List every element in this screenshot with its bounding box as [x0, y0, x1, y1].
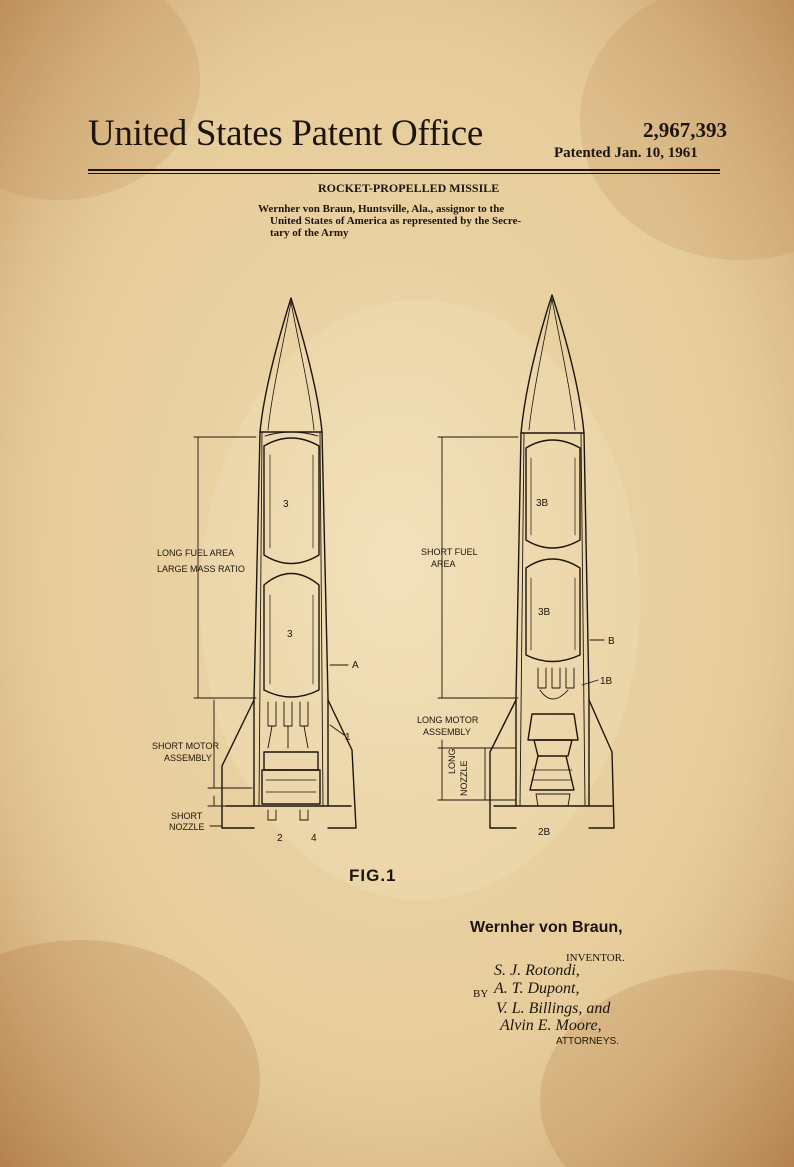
ref-a: A [352, 660, 359, 671]
inventor-line: United States of America as represented by the Secre- [270, 215, 522, 227]
label-area: AREA [431, 559, 456, 569]
tank-label-3b-upper: 3B [536, 498, 549, 509]
inventor-line: Wernher von Braun, Huntsville, Ala., assignor to the [258, 203, 505, 215]
patent-title: ROCKET-PROPELLED MISSILE [318, 181, 500, 195]
patent-number: 2,967,393 [643, 118, 727, 142]
attorney-signature: Alvin E. Moore, [500, 1017, 602, 1034]
ref-1: 1 [345, 732, 351, 743]
tank-label-3b-lower: 3B [538, 607, 551, 618]
right-rocket [438, 295, 614, 828]
attorney-signature: A. T. Dupont, [494, 980, 580, 997]
label-large-mass-ratio: LARGE MASS RATIO [157, 564, 245, 574]
attorneys-label: ATTORNEYS. [556, 1036, 619, 1047]
ref-1b: 1B [600, 676, 613, 687]
tank-label-lower: 3 [287, 629, 293, 640]
label-short-motor: SHORT MOTOR [152, 741, 220, 751]
label-short: SHORT [171, 811, 203, 821]
inventor-label: INVENTOR. [566, 952, 625, 964]
label-long-motor: LONG MOTOR [417, 715, 479, 725]
attorney-signature: V. L. Billings, and [496, 1000, 611, 1017]
figure-label: FIG.1 [349, 866, 397, 885]
label-long: LONG [447, 748, 457, 774]
label-long-fuel-area: LONG FUEL AREA [157, 548, 235, 558]
ref-4: 4 [311, 833, 317, 844]
label-assembly-right: ASSEMBLY [423, 727, 471, 737]
ref-2: 2 [277, 833, 283, 844]
inventor-line: tary of the Army [270, 227, 349, 239]
inventor-name: Wernher von Braun, [470, 919, 623, 936]
label-long-nozzle: NOZZLE [459, 760, 469, 796]
tank-label-upper: 3 [283, 499, 289, 510]
patented-date: Patented Jan. 10, 1961 [554, 145, 698, 161]
label-assembly-left: ASSEMBLY [164, 753, 212, 763]
ref-2b: 2B [538, 827, 551, 838]
attorney-signature: S. J. Rotondi, [494, 962, 580, 979]
ref-b: B [608, 636, 615, 647]
by-label: BY [473, 988, 489, 1000]
label-short-nozzle: NOZZLE [169, 822, 205, 832]
office-heading: United States Patent Office [88, 113, 484, 154]
label-short-fuel: SHORT FUEL [421, 547, 478, 557]
